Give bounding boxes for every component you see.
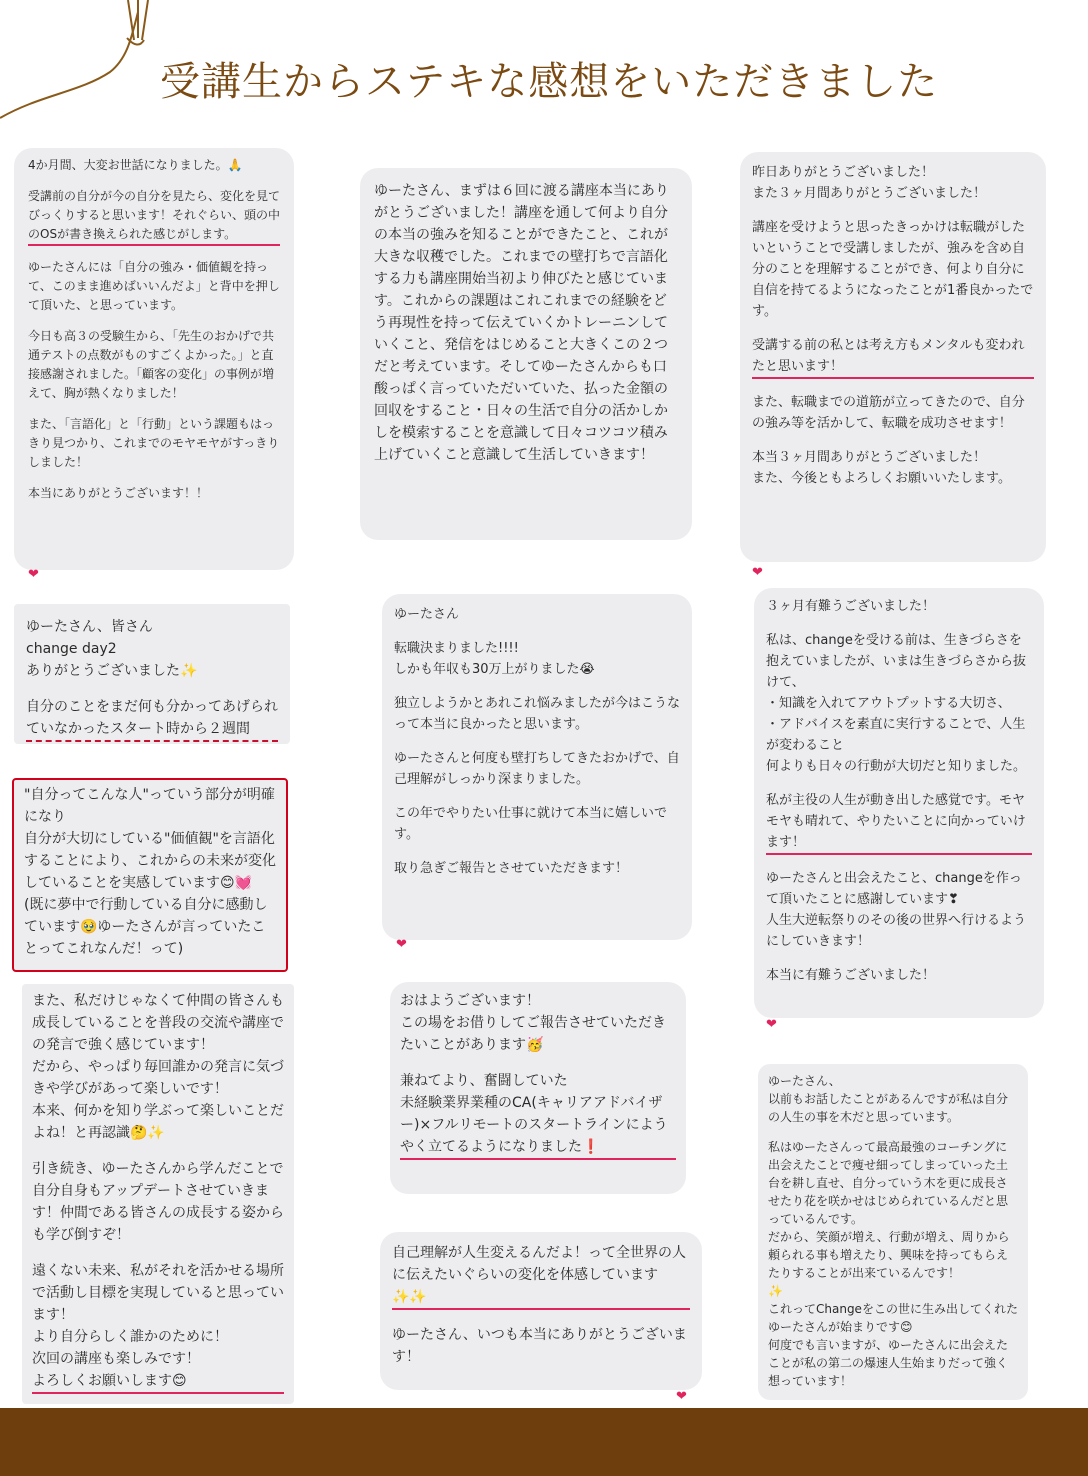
message-text: ゆーたさん、皆さん change day2 ありがとうございました✨ [26,619,198,679]
testimonial-card-3 [740,152,1046,562]
testimonial-card-4-continued [22,984,294,1404]
message-text-highlight: 受講する前の私とは考え方もメンタルも変われたと思います！ [752,335,1034,379]
message-text: この年でやりたい仕事に就けて本当に嬉しいです。 [394,806,668,842]
message-text: 取り急ぎご報告とさせていただきます！ [394,861,629,876]
heart-icon: ❤ [28,567,39,582]
message-text: ゆーたさん [394,607,460,622]
message-text: 引き続き、ゆーたさんから学んだことで自分自身もアップデートさせていきます！仲間である皆さんの成長する姿からも学び倒すぞ！ [32,1161,284,1243]
message-text: ３ヶ月有難うございました！ [766,599,936,614]
message-text: 独立しようかとあれこれ悩みましたが今はこうなって本当に良かったと思います。 [394,696,681,732]
testimonial-card-7 [380,1232,702,1390]
testimonial-card-4 [14,604,290,744]
message-text: 転職決まりました!!!! しかも年収も30万上がりました😭 [394,641,595,677]
testimonial-card-4-highlight-box [12,778,288,972]
testimonial-card-8 [754,588,1044,1018]
message-text: 本当に有難うございました！ [766,968,936,983]
message-text: また、「言語化」と「行動」という課題もはっきり見つかり、これまでのモヤモヤがすっきりしました！ [28,417,280,469]
message-text: 昨日ありがとうございました！ また３ヶ月間ありがとうございました！ [752,165,987,201]
message-text: 4か月間、大変お世話になりました。🙏 [28,158,243,172]
message-text: 本当にありがとうございます！！ [28,486,209,500]
message-text: また、私だけじゃなくて仲間の皆さんも成長していることを普段の交流や講座での発言で強く感じています！ だから、やっぱり毎回誰かの発言に気づきや学びがあって楽しいです！ 本来、何かを知り学ぶって楽しいことだよね！と再認識🤔✨ [32,993,284,1141]
message-text: 本当３ヶ月間ありがとうございました！ また、今後ともよろしくお願いいたします。 [752,450,1011,486]
testimonial-card-5 [382,594,692,940]
message-text: "自分ってこんな人"っていう部分が明確になり 自分が大切にしている"価値観"を言語化することにより、これからの未来が変化していることを実感しています😊💓 (既に夢中で行動している自分に感動しています🥹ゆーたさんが言っていたことってこれなんだ！って) [24,787,276,957]
testimonial-card-6 [390,982,686,1194]
message-text-highlight: 受講前の自分が今の自分を見たら、変化を見てびっくりすると思います！それぐらい、頭の中のOSが書き換えられた感じがします。 [28,187,280,246]
page-title: 受講生からステキな感想をいただきました [160,59,939,105]
message-text-highlight: 自己理解が人生変えるんだよ！って全世界の人に伝えたいぐらいの変化を体感しています✨✨ [392,1242,690,1310]
heart-icon: ❤ [676,1389,687,1404]
heart-icon: ❤ [766,1017,777,1032]
message-text-highlight: 兼ねてより、奮闘していた 未経験業界業種のCA(キャリアアドバイザー)×フルリモートのスタートラインにようやく立てるようになりました❗ [400,1070,676,1160]
message-text: 私は、changeを受ける前は、生きづらさを抱えていましたが、いまは生きづらさから抜けて、 ・知識を入れてアウトプットする大切さ、 ・アドバイスを素直に実行することで、人生が変わること 何よりも日々の行動が大切だと知りました。 [766,633,1027,774]
message-text: ゆーたさんには「自分の強み・価値観を持って、このまま進めばいいんだよ」と背中を押して頂いた、と思っています。 [28,260,280,312]
footer-bar [0,1408,1088,1476]
message-text: 私はゆーたさんって最高最強のコーチングに出会えたことで痩せ細ってしまっていった土台を耕し直せ、自分っていう木を更に成長させたり花を咲かせはじめられているんだと思っているんです。 だから、笑顔が増え、行動が増え、周りから頼られる事も増えたり、興味を持ってもらえたりすることが出来ているんです！ ✨ これってChangeをこの世に生み出してくれたゆーたさんが始まりです😊 何度でも言いますが、ゆーたさんに出会えたことが私の第二の爆速人生始まりだって強く想っています！ [768,1140,1018,1388]
message-text: ゆーたさんと出会えたこと、changeを作って頂いたことに感謝しています❣ 人生大逆転祭りのその後の世界へ行けるようにしていきます！ [766,871,1027,949]
testimonial-card-9 [758,1064,1028,1400]
message-text: おはようございます！ この場をお借りしてご報告させていただきたいことがあります🥳 [400,993,666,1053]
message-text: 講座を受けようと思ったきっかけは転職がしたいということで受講しましたが、強みを含め自分のことを理解することができ、何より自分に自信を持てるようになったことが1番良かったです。 [752,220,1034,319]
message-text: ゆーたさんと何度も壁打ちしてきたおかげで、自己理解がしっかり深まりました。 [394,751,680,787]
message-text: ゆーたさん、 以前もお話したことがあるんですが私は自分の人生の事を木だと思っています。 [768,1074,1009,1124]
message-text: ゆーたさん、まずは６回に渡る講座本当にありがとうございました！講座を通して何より自分の本当の強みを知ることができたこと、これが大きな収穫でした。これまでの壁打ちで言語化する力も講座開始当初より伸びたと感じています。これからの課題はこれこれまでの経験をどう再現性を持って伝えていくかトレーニンしていくこと、発信をはじめること大きくこの２つだと考えています。そしてゆーたさんからも口酸っぱく言っていただいていた、払った金額の回収をすること・日々の生活で自分の活かしかしを模索することを意識して日々コツコツ積み上げていくこと意識して生活していきます！ [374,183,669,463]
message-text: ゆーたさん、いつも本当にありがとうございます！ [392,1327,687,1365]
message-text-highlight: 自分のことをまだ何も分かってあげられていなかったスタート時から２週間 [26,696,278,742]
heart-icon: ❤ [752,565,763,580]
heart-icon: ❤ [396,937,407,952]
message-text-highlight: 遠くない未来、私がそれを活かせる場所で活動し目標を実現していると思っています！ より自分らしく誰かのために！ 次回の講座も楽しみです！ よろしくお願いします😊 [32,1260,284,1394]
message-text: また、転職までの道筋が立ってきたので、自分の強み等を活かして、転職を成功させます！ [752,395,1025,431]
message-text-highlight: 私が主役の人生が動き出した感覚です。モヤモヤも晴れて、やりたいことに向かっていけます！ [766,790,1032,855]
testimonial-card-1 [14,148,294,570]
testimonial-card-2 [360,168,692,540]
message-text: 今日も高３の受験生から、「先生のおかげで共通テストの点数がものすごくよかった。」と直接感謝されました。「顧客の変化」の事例が増えて、胸が熱くなりました！ [28,329,275,400]
